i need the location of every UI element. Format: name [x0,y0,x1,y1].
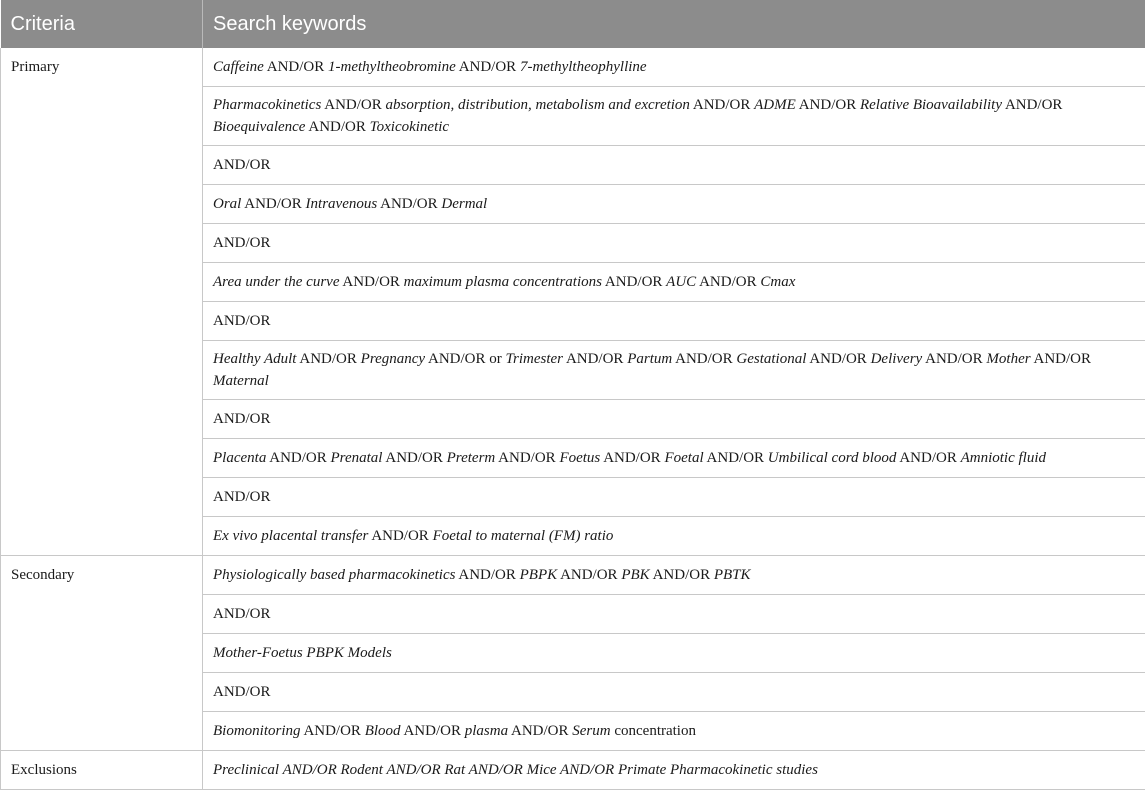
boolean-operator: AND/OR [213,684,271,700]
boolean-operator: AND/OR [339,274,403,290]
boolean-operator: AND/OR [382,450,446,466]
keyword-term: Relative Bioavailability [860,97,1002,113]
table-body [1,48,1145,790]
boolean-operator: AND/OR [296,351,360,367]
keyword-term: Dermal [441,196,487,212]
boolean-operator: AND/OR [495,450,559,466]
keywords-column-header: Search keywords [203,0,1145,48]
boolean-operator: concentration [611,723,696,739]
keywords-cell [203,634,1145,673]
keyword-term: Toxicokinetic [370,119,449,135]
keyword-term: Delivery [871,351,923,367]
keyword-term: Maternal [213,373,269,389]
criteria-cell: Secondary [1,556,203,751]
keyword-term: Bioequivalence [213,119,305,135]
boolean-operator: AND/OR [672,351,736,367]
keyword-term: PBTK [714,567,751,583]
keywords-cell [203,185,1145,224]
keywords-cell [203,341,1145,400]
boolean-operator: AND/OR [266,450,330,466]
boolean-operator: AND/OR [241,196,305,212]
boolean-operator: AND/OR [368,528,432,544]
keyword-term: Pharmacokinetics [213,97,321,113]
keywords-cell [203,48,1145,87]
boolean-operator: AND/OR [305,119,369,135]
keywords-cell [203,517,1145,556]
keywords-cell [203,751,1145,790]
keyword-term: maximum plasma concentrations [404,274,602,290]
boolean-operator: AND/OR [508,723,572,739]
table-row [1,48,1145,87]
keywords-cell [203,263,1145,302]
keyword-term: Oral [213,196,241,212]
boolean-operator: AND/OR [690,97,754,113]
keyword-term: plasma [465,723,508,739]
boolean-operator: AND/OR [213,313,271,329]
keywords-cell [203,478,1145,517]
boolean-operator: AND/OR [264,59,328,75]
keyword-term: Partum [627,351,672,367]
keyword-term: Mother-Foetus PBPK Models [213,645,392,661]
keyword-term: Trimester [506,351,564,367]
keywords-cell [203,439,1145,478]
criteria-cell: Exclusions [1,751,203,790]
keywords-cell [203,302,1145,341]
boolean-operator: AND/OR [696,274,760,290]
keywords-cell [203,712,1145,751]
boolean-operator: AND/OR [600,450,664,466]
boolean-operator: AND/OR [1031,351,1091,367]
keyword-term: Mother [986,351,1030,367]
keywords-cell [203,595,1145,634]
keyword-term: Prenatal [331,450,383,466]
keyword-term: Foetal [664,450,703,466]
boolean-operator: AND/OR [557,567,621,583]
keywords-cell [203,146,1145,185]
boolean-operator: AND/OR [806,351,870,367]
boolean-operator: AND/OR [563,351,627,367]
boolean-operator: AND/OR [896,450,960,466]
keyword-term: Placenta [213,450,266,466]
keyword-term: Ex vivo placental transfer [213,528,368,544]
keyword-term: Umbilical cord blood [768,450,897,466]
keyword-term: Serum [572,723,610,739]
keyword-term: absorption, distribution, metabolism and excretion [386,97,690,113]
boolean-operator: AND/OR [650,567,714,583]
keyword-term: Healthy Adult [213,351,296,367]
boolean-operator: AND/OR [213,411,271,427]
keywords-cell [203,673,1145,712]
boolean-operator: AND/OR or [425,351,505,367]
boolean-operator: AND/OR [922,351,986,367]
boolean-operator: AND/OR [456,59,520,75]
boolean-operator: AND/OR [401,723,465,739]
keyword-term: AUC [666,274,696,290]
boolean-operator: AND/OR [213,489,271,505]
boolean-operator: AND/OR [1002,97,1062,113]
boolean-operator: AND/OR [301,723,365,739]
keyword-term: PBPK [520,567,558,583]
boolean-operator: AND/OR [213,157,271,173]
keyword-term: Pregnancy [361,351,425,367]
keyword-term: Intravenous [306,196,378,212]
criteria-cell: Primary [1,48,203,556]
keyword-term: Biomonitoring [213,723,301,739]
keyword-term: Area under the curve [213,274,339,290]
table-header-row [1,0,1145,48]
keywords-cell [203,87,1145,146]
keywords-cell [203,400,1145,439]
keyword-term: Preclinical AND/OR Rodent AND/OR Rat AND/OR Mice AND/OR Primate Pharmacokinetic studies [213,762,818,778]
boolean-operator: AND/OR [455,567,519,583]
keyword-term: Preterm [447,450,496,466]
criteria-column-header: Criteria [1,0,203,48]
keyword-term: Cmax [760,274,795,290]
table-row [1,751,1145,790]
keyword-term: PBK [621,567,649,583]
boolean-operator: AND/OR [796,97,860,113]
boolean-operator: AND/OR [602,274,666,290]
keyword-term: Physiologically based pharmacokinetics [213,567,455,583]
boolean-operator: AND/OR [213,606,271,622]
keyword-term: 7-methyltheophylline [520,59,647,75]
keyword-term: ADME [754,97,796,113]
keywords-cell [203,556,1145,595]
keyword-term: Caffeine [213,59,264,75]
table-row [1,556,1145,595]
keyword-term: 1-methyltheobromine [328,59,456,75]
keyword-term: Foetus [559,450,600,466]
boolean-operator: AND/OR [377,196,441,212]
keyword-term: Amniotic fluid [961,450,1046,466]
boolean-operator: AND/OR [704,450,768,466]
keyword-term: Gestational [736,351,806,367]
keyword-term: Foetal to maternal (FM) ratio [433,528,614,544]
boolean-operator: AND/OR [321,97,385,113]
keywords-cell [203,224,1145,263]
boolean-operator: AND/OR [213,235,271,251]
keyword-term: Blood [365,723,401,739]
